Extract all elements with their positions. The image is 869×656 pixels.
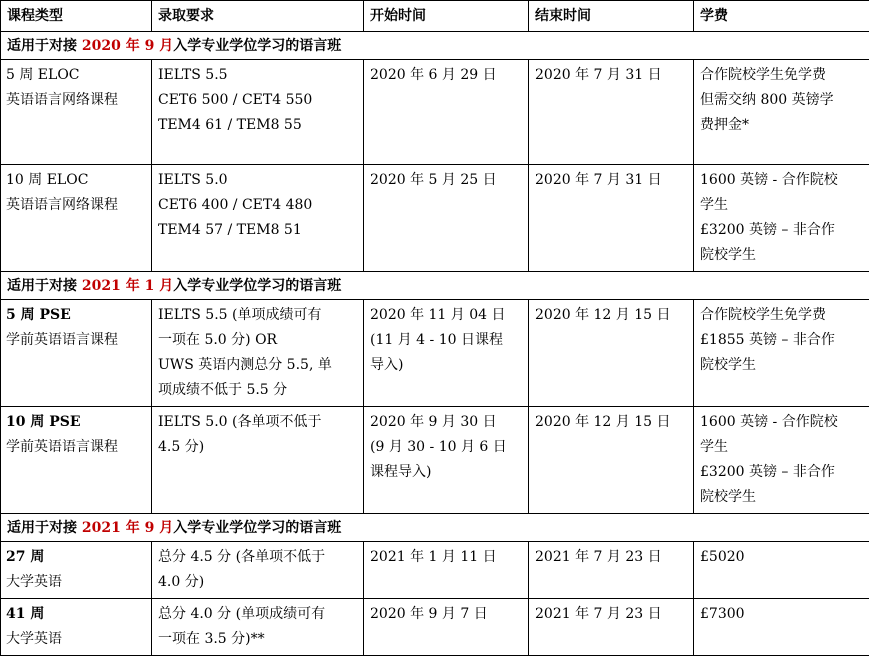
- start-date-cell: 2020 年 5 月 25 日: [364, 165, 529, 272]
- course-description: 学前英语语言课程: [6, 328, 145, 353]
- header-start-date: 开始时间: [364, 1, 529, 32]
- requirements-cell: IELTS 5.5 (单项成绩可有 一项在 5.0 分) OR UWS 英语内测总分 5.5, 单 项成绩不低于 5.5 分: [152, 300, 364, 407]
- table-row: [1, 60, 869, 165]
- start-date-cell: 2020 年 6 月 29 日: [364, 60, 529, 165]
- end-date-cell: 2020 年 7 月 31 日: [529, 165, 694, 272]
- start-date-cell: 2020 年 9 月 30 日 (9 月 30 - 10 月 6 日 课程导入): [364, 407, 529, 514]
- course-name: 41 周: [6, 602, 145, 627]
- course-type-cell: [1, 300, 152, 407]
- requirements-cell: IELTS 5.0 CET6 400 / CET4 480 TEM4 57 / TEM8 51: [152, 165, 364, 272]
- table-row: [1, 407, 869, 514]
- course-description: 英语语言网络课程: [6, 193, 145, 218]
- section-header-row: [1, 514, 869, 542]
- table-row: [1, 300, 869, 407]
- start-date-cell: 2021 年 1 月 11 日: [364, 542, 529, 599]
- section-header-row: [1, 272, 869, 300]
- end-date-cell: 2020 年 12 月 15 日: [529, 300, 694, 407]
- course-description: 学前英语语言课程: [6, 435, 145, 460]
- section-intake-highlight: 2021 年 1 月: [82, 278, 173, 294]
- section-header-row: [1, 32, 869, 60]
- section-intake-highlight: 2020 年 9 月: [82, 38, 173, 54]
- table-row: [1, 165, 869, 272]
- course-description: 英语语言网络课程: [6, 88, 145, 113]
- header-course-type: 课程类型: [1, 1, 152, 32]
- end-date-cell: 2020 年 7 月 31 日: [529, 60, 694, 165]
- course-description: 大学英语: [6, 570, 145, 595]
- start-date-cell: 2020 年 11 月 04 日 (11 月 4 - 10 日课程 导入): [364, 300, 529, 407]
- tuition-cell: £7300: [694, 599, 869, 656]
- course-name: 5 周 ELOC: [6, 63, 145, 88]
- end-date-cell: 2021 年 7 月 23 日: [529, 599, 694, 656]
- tuition-cell: 合作院校学生免学费 £1855 英镑 – 非合作 院校学生: [694, 300, 869, 407]
- table-row: [1, 599, 869, 656]
- course-type-cell: [1, 165, 152, 272]
- course-type-cell: [1, 599, 152, 656]
- end-date-cell: 2020 年 12 月 15 日: [529, 407, 694, 514]
- tuition-cell: 1600 英镑 - 合作院校 学生 £3200 英镑 – 非合作 院校学生: [694, 407, 869, 514]
- requirements-cell: IELTS 5.5 CET6 500 / CET4 550 TEM4 61 / TEM8 55: [152, 60, 364, 165]
- tuition-cell: £5020: [694, 542, 869, 599]
- header-row: [1, 1, 869, 32]
- end-date-cell: 2021 年 7 月 23 日: [529, 542, 694, 599]
- course-type-cell: [1, 60, 152, 165]
- requirements-cell: 总分 4.5 分 (各单项不低于 4.0 分): [152, 542, 364, 599]
- course-name: 10 周 ELOC: [6, 168, 145, 193]
- course-name: 10 周 PSE: [6, 410, 145, 435]
- course-type-cell: [1, 542, 152, 599]
- table-row: [1, 542, 869, 599]
- section-title: 适用于对接 2021 年 9 月入学专业学位学习的语言班: [1, 514, 869, 542]
- header-requirements: 录取要求: [152, 1, 364, 32]
- section-title: 适用于对接 2020 年 9 月入学专业学位学习的语言班: [1, 32, 869, 60]
- course-name: 27 周: [6, 545, 145, 570]
- header-end-date: 结束时间: [529, 1, 694, 32]
- tuition-cell: 1600 英镑 - 合作院校 学生 £3200 英镑 – 非合作 院校学生: [694, 165, 869, 272]
- section-intake-highlight: 2021 年 9 月: [82, 520, 173, 536]
- section-title: 适用于对接 2021 年 1 月入学专业学位学习的语言班: [1, 272, 869, 300]
- header-tuition: 学费: [694, 1, 869, 32]
- course-type-cell: [1, 407, 152, 514]
- tuition-cell: 合作院校学生免学费 但需交纳 800 英镑学 费押金*: [694, 60, 869, 165]
- requirements-cell: IELTS 5.0 (各单项不低于 4.5 分): [152, 407, 364, 514]
- requirements-cell: 总分 4.0 分 (单项成绩可有 一项在 3.5 分)**: [152, 599, 364, 656]
- start-date-cell: 2020 年 9 月 7 日: [364, 599, 529, 656]
- course-description: 大学英语: [6, 627, 145, 652]
- course-name: 5 周 PSE: [6, 303, 145, 328]
